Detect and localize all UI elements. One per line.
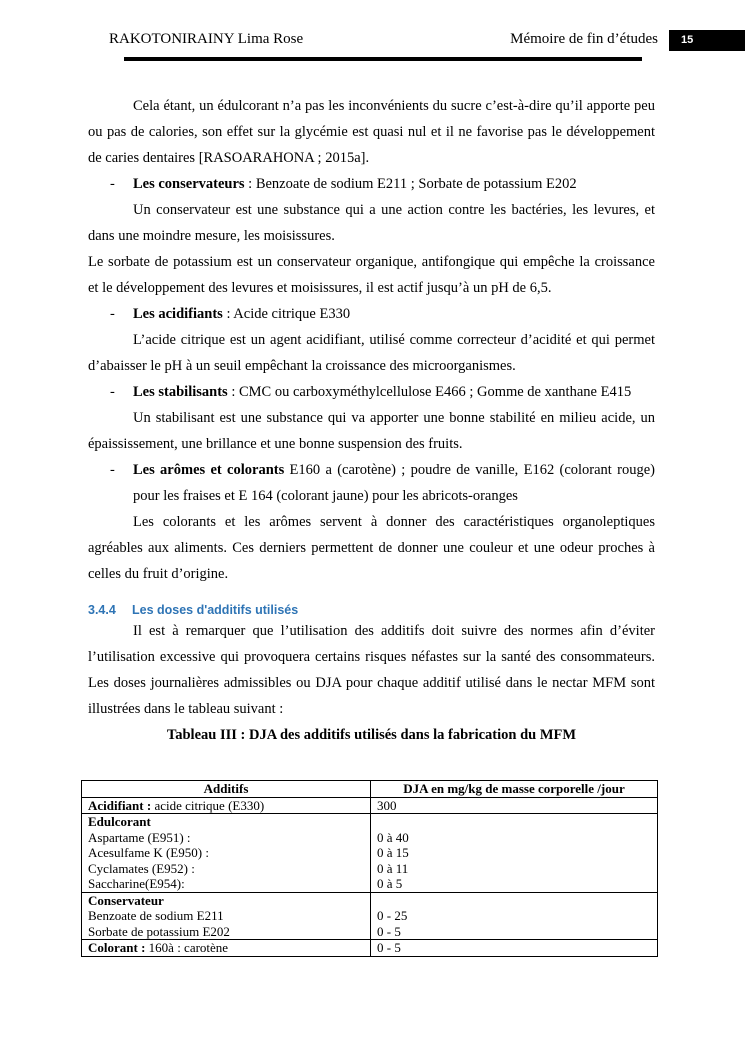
dja-value: 0 à 5: [377, 876, 403, 891]
main-content: [88, 93, 655, 748]
paragraph-edulcorant-summary: Cela étant, un édulcorant n’a pas les inconvénients du sucre c’est-à-dire qu’il apporte peu ou pas de calories, son effet sur la glycémie est quasi nul et il ne favorise pas le développement de caries dentaires [RASOARAHONA ; 2015a].: [88, 98, 655, 166]
bullet-dash: -: [110, 176, 115, 192]
additive-name: Saccharine(E954):: [88, 876, 185, 891]
bullet-label: Les stabilisants: [133, 384, 228, 400]
additive-name: acide citrique (E330): [151, 797, 265, 813]
header-rule: [124, 57, 642, 61]
table-row-edulcorant: [82, 814, 658, 893]
additive-name: Sorbate de potassium E202: [88, 923, 230, 939]
table-header-dja: DJA en mg/kg de masse corporelle /jour: [371, 781, 658, 798]
table-cell-dja: 0 - 5: [371, 940, 658, 957]
page-number: 15: [669, 30, 745, 51]
bullet-text: : Acide citrique E330: [222, 306, 351, 322]
bullet-text: : CMC ou carboxyméthylcellulose E466 ; Gomme de xanthane E415: [227, 384, 632, 400]
section-number: 3.4.4: [88, 603, 116, 617]
category-label: Conservateur: [88, 892, 164, 908]
section-heading: [88, 602, 655, 618]
additive-name: Cyclamates (E952) :: [88, 860, 195, 876]
dja-value: 0 à 11: [377, 860, 409, 876]
bullet-dash: -: [110, 462, 115, 478]
table-cell-additif: [82, 940, 371, 957]
blank-line: [377, 814, 651, 830]
bullet-acidifiants: [88, 301, 655, 327]
dja-value: 0 à 15: [377, 845, 409, 860]
additive-name: 160à : carotène: [145, 940, 229, 955]
bullet-label: Les acidifiants: [133, 306, 223, 322]
dja-value: 0 à 40: [377, 829, 409, 845]
paragraph-stabilisant: Un stabilisant est une substance qui va apporter une bonne stabilité en milieu acide, un épaississement, une brillance et une bonne suspension des fruits.: [88, 410, 655, 452]
paragraph-doses-intro: Il est à remarquer que l’utilisation des additifs doit suivre des normes afin d’éviter l’utilisation excessive qui provoquera certains risques néfastes sur la santé des consommateurs. Les doses journalières admissibles ou DJA pour chaque additif utilisé dans le nectar MFM sont illustrées dans le tableau suivant :: [88, 623, 655, 717]
bullet-aromes-colorants: [88, 457, 655, 509]
table-header-additifs: Additifs: [82, 781, 371, 798]
additive-name: Acesulfame K (E950) :: [88, 845, 209, 860]
paragraph-colorants-aromes: Les colorants et les arômes servent à donner des caractéristiques organoleptiques agréables aux aliments. Ces derniers permettent de donner une couleur et une odeur proches à celles du fruit d’origine.: [88, 514, 655, 582]
bullet-dash: -: [110, 306, 115, 322]
header-document-title: Mémoire de fin d’études: [510, 31, 658, 47]
table-cell-additif: [82, 814, 371, 893]
header-author: RAKOTONIRAINY Lima Rose: [109, 31, 304, 47]
additive-name: Benzoate de sodium E211: [88, 908, 224, 923]
category-label: Colorant :: [88, 940, 146, 955]
section-title: Les doses d'additifs utilisés: [132, 603, 299, 617]
bullet-stabilisants: [88, 379, 655, 405]
paragraph-acide-citrique: L’acide citrique est un agent acidifiant, utilisé comme correcteur d’acidité et qui permet d’abaisser le pH à un seuil empêchant la croissance des microorganismes.: [88, 332, 655, 374]
dja-value: 0 - 25: [377, 908, 408, 923]
bullet-label: Les arômes et colorants: [133, 462, 285, 478]
bullet-text: E160 a (carotène) ; poudre de vanille, E162 (colorant rouge) pour les fraises et E 164 (colorant jaune) pour les abricots-oranges: [133, 462, 655, 504]
table-row-colorant: [82, 940, 658, 957]
dja-value: 0 - 5: [377, 923, 401, 939]
table-caption: Tableau III : DJA des additifs utilisés dans la fabrication du MFM: [166, 727, 577, 743]
category-label: Edulcorant: [88, 814, 151, 829]
bullet-conservateurs: [88, 171, 655, 197]
table-cell-dja: [371, 814, 658, 893]
table-cell-additif: [82, 892, 371, 940]
additive-name: Aspartame (E951) :: [88, 829, 191, 845]
table-row-conservateur: [82, 892, 658, 940]
table-row-acidifiant: [82, 797, 658, 814]
paragraph-sorbate: Le sorbate de potassium est un conservateur organique, antifongique qui empêche la croissance et le développement des levures et moisissures, il est actif jusqu’à un pH de 6,5.: [88, 254, 655, 296]
bullet-text: : Benzoate de sodium E211 ; Sorbate de potassium E202: [244, 176, 577, 192]
table-cell-dja: 300: [371, 797, 658, 814]
bullet-dash: -: [110, 384, 115, 400]
category-label: Acidifiant :: [88, 797, 152, 813]
blank-line: [377, 893, 651, 909]
table-cell-dja: [371, 892, 658, 940]
table-header-row: [82, 781, 658, 798]
bullet-label: Les conservateurs: [133, 176, 245, 192]
table-cell-additif: [82, 797, 371, 814]
dja-table: [81, 780, 658, 957]
paragraph-conservateur-definition: Un conservateur est une substance qui a une action contre les bactéries, les levures, et dans une moindre mesure, les moisissures.: [88, 202, 655, 244]
